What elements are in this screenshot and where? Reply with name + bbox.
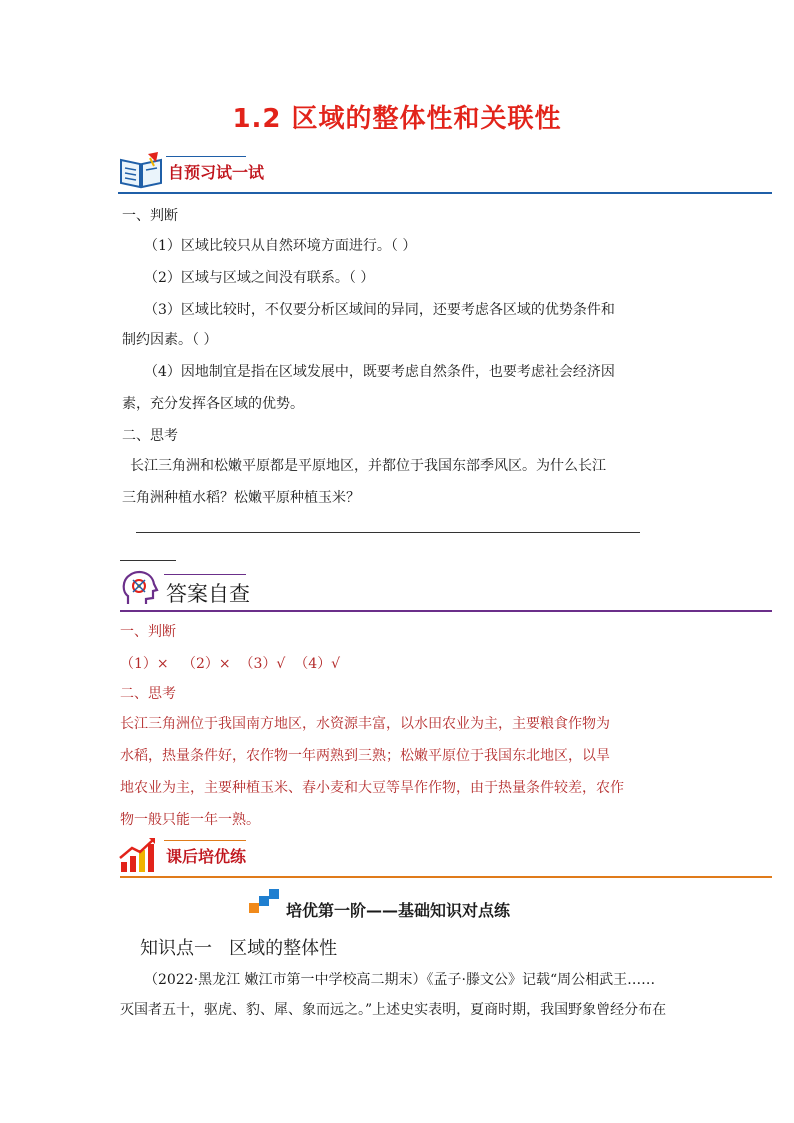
practice-heading: 课后培优练	[166, 847, 247, 866]
answer-text-1: 长江三角洲位于我国南方地区，水资源丰富，以水田农业为主，主要粮食作物为	[120, 716, 610, 732]
judge-item-4: （4）因地制宜是指在区域发展中，既要考虑自然条件，也要考虑社会经济因	[144, 364, 615, 380]
answer-text-2: 水稻，热量条件好，农作物一年两熟到三熟；松嫩平原位于我国东北地区，以旱	[120, 748, 610, 764]
question-line-2: 三角洲种植水稻？松嫩平原种植玉米？	[122, 490, 360, 506]
section-rule	[120, 610, 772, 612]
judge-item-4-cont: 素，充分发挥各区域的优势。	[122, 396, 304, 412]
open-book-icon	[118, 150, 164, 190]
judge-item-3: （3）区域比较时，不仅要分析区域间的异同，还要考虑各区域的优势条件和	[144, 302, 615, 318]
judge-item-3-cont: 制约因素。（ ）	[122, 332, 218, 348]
judge-item-2: （2）区域与区域之间没有联系。（ ）	[144, 270, 375, 286]
answer-blank-line-2[interactable]	[120, 560, 176, 561]
answer-part1-title: 一、判断	[120, 624, 176, 640]
growth-chart-icon	[118, 836, 158, 874]
part1-title: 一、判断	[122, 208, 178, 224]
answer-judgement: （1）× （2）× （3）√ （4）√	[120, 656, 341, 672]
section-top-rule	[164, 574, 246, 575]
section-top-rule	[164, 840, 246, 841]
question-line-1: 长江三角洲和松嫩平原都是平原地区，并都位于我国东部季风区。为什么长江	[130, 458, 606, 474]
page-title: 1.2 区域的整体性和关联性	[232, 104, 562, 134]
preview-heading: 自预习试一试	[168, 163, 265, 182]
answer-blank-line[interactable]	[136, 532, 640, 533]
knowledge-point-title: 知识点一 区域的整体性	[140, 938, 338, 959]
judge-item-1: （1）区域比较只从自然环境方面进行。（ ）	[144, 238, 417, 254]
brain-head-icon	[120, 568, 160, 608]
practice-text-2: 灭国者五十，驱虎、豹、犀、象而远之。”上述史实表明，夏商时期，我国野象曾经分布在	[120, 1002, 667, 1018]
answer-text-3: 地农业为主，主要种植玉米、春小麦和大豆等旱作作物，由于热量条件较差，农作	[120, 780, 624, 796]
step-title: 培优第一阶——基础知识对点练	[286, 901, 511, 920]
section-rule	[118, 192, 772, 194]
section-rule	[120, 876, 772, 878]
part2-title: 二、思考	[122, 428, 178, 444]
answer-part2-title: 二、思考	[120, 686, 176, 702]
steps-icon	[248, 888, 282, 914]
section-top-rule	[166, 156, 246, 157]
practice-text-1: （2022·黑龙江 嫩江市第一中学校高二期末）《孟子·滕文公》记载“周公相武王……	[144, 972, 656, 988]
answer-text-4: 物一般只能一年一熟。	[120, 812, 260, 828]
answers-heading: 答案自查	[166, 582, 250, 606]
